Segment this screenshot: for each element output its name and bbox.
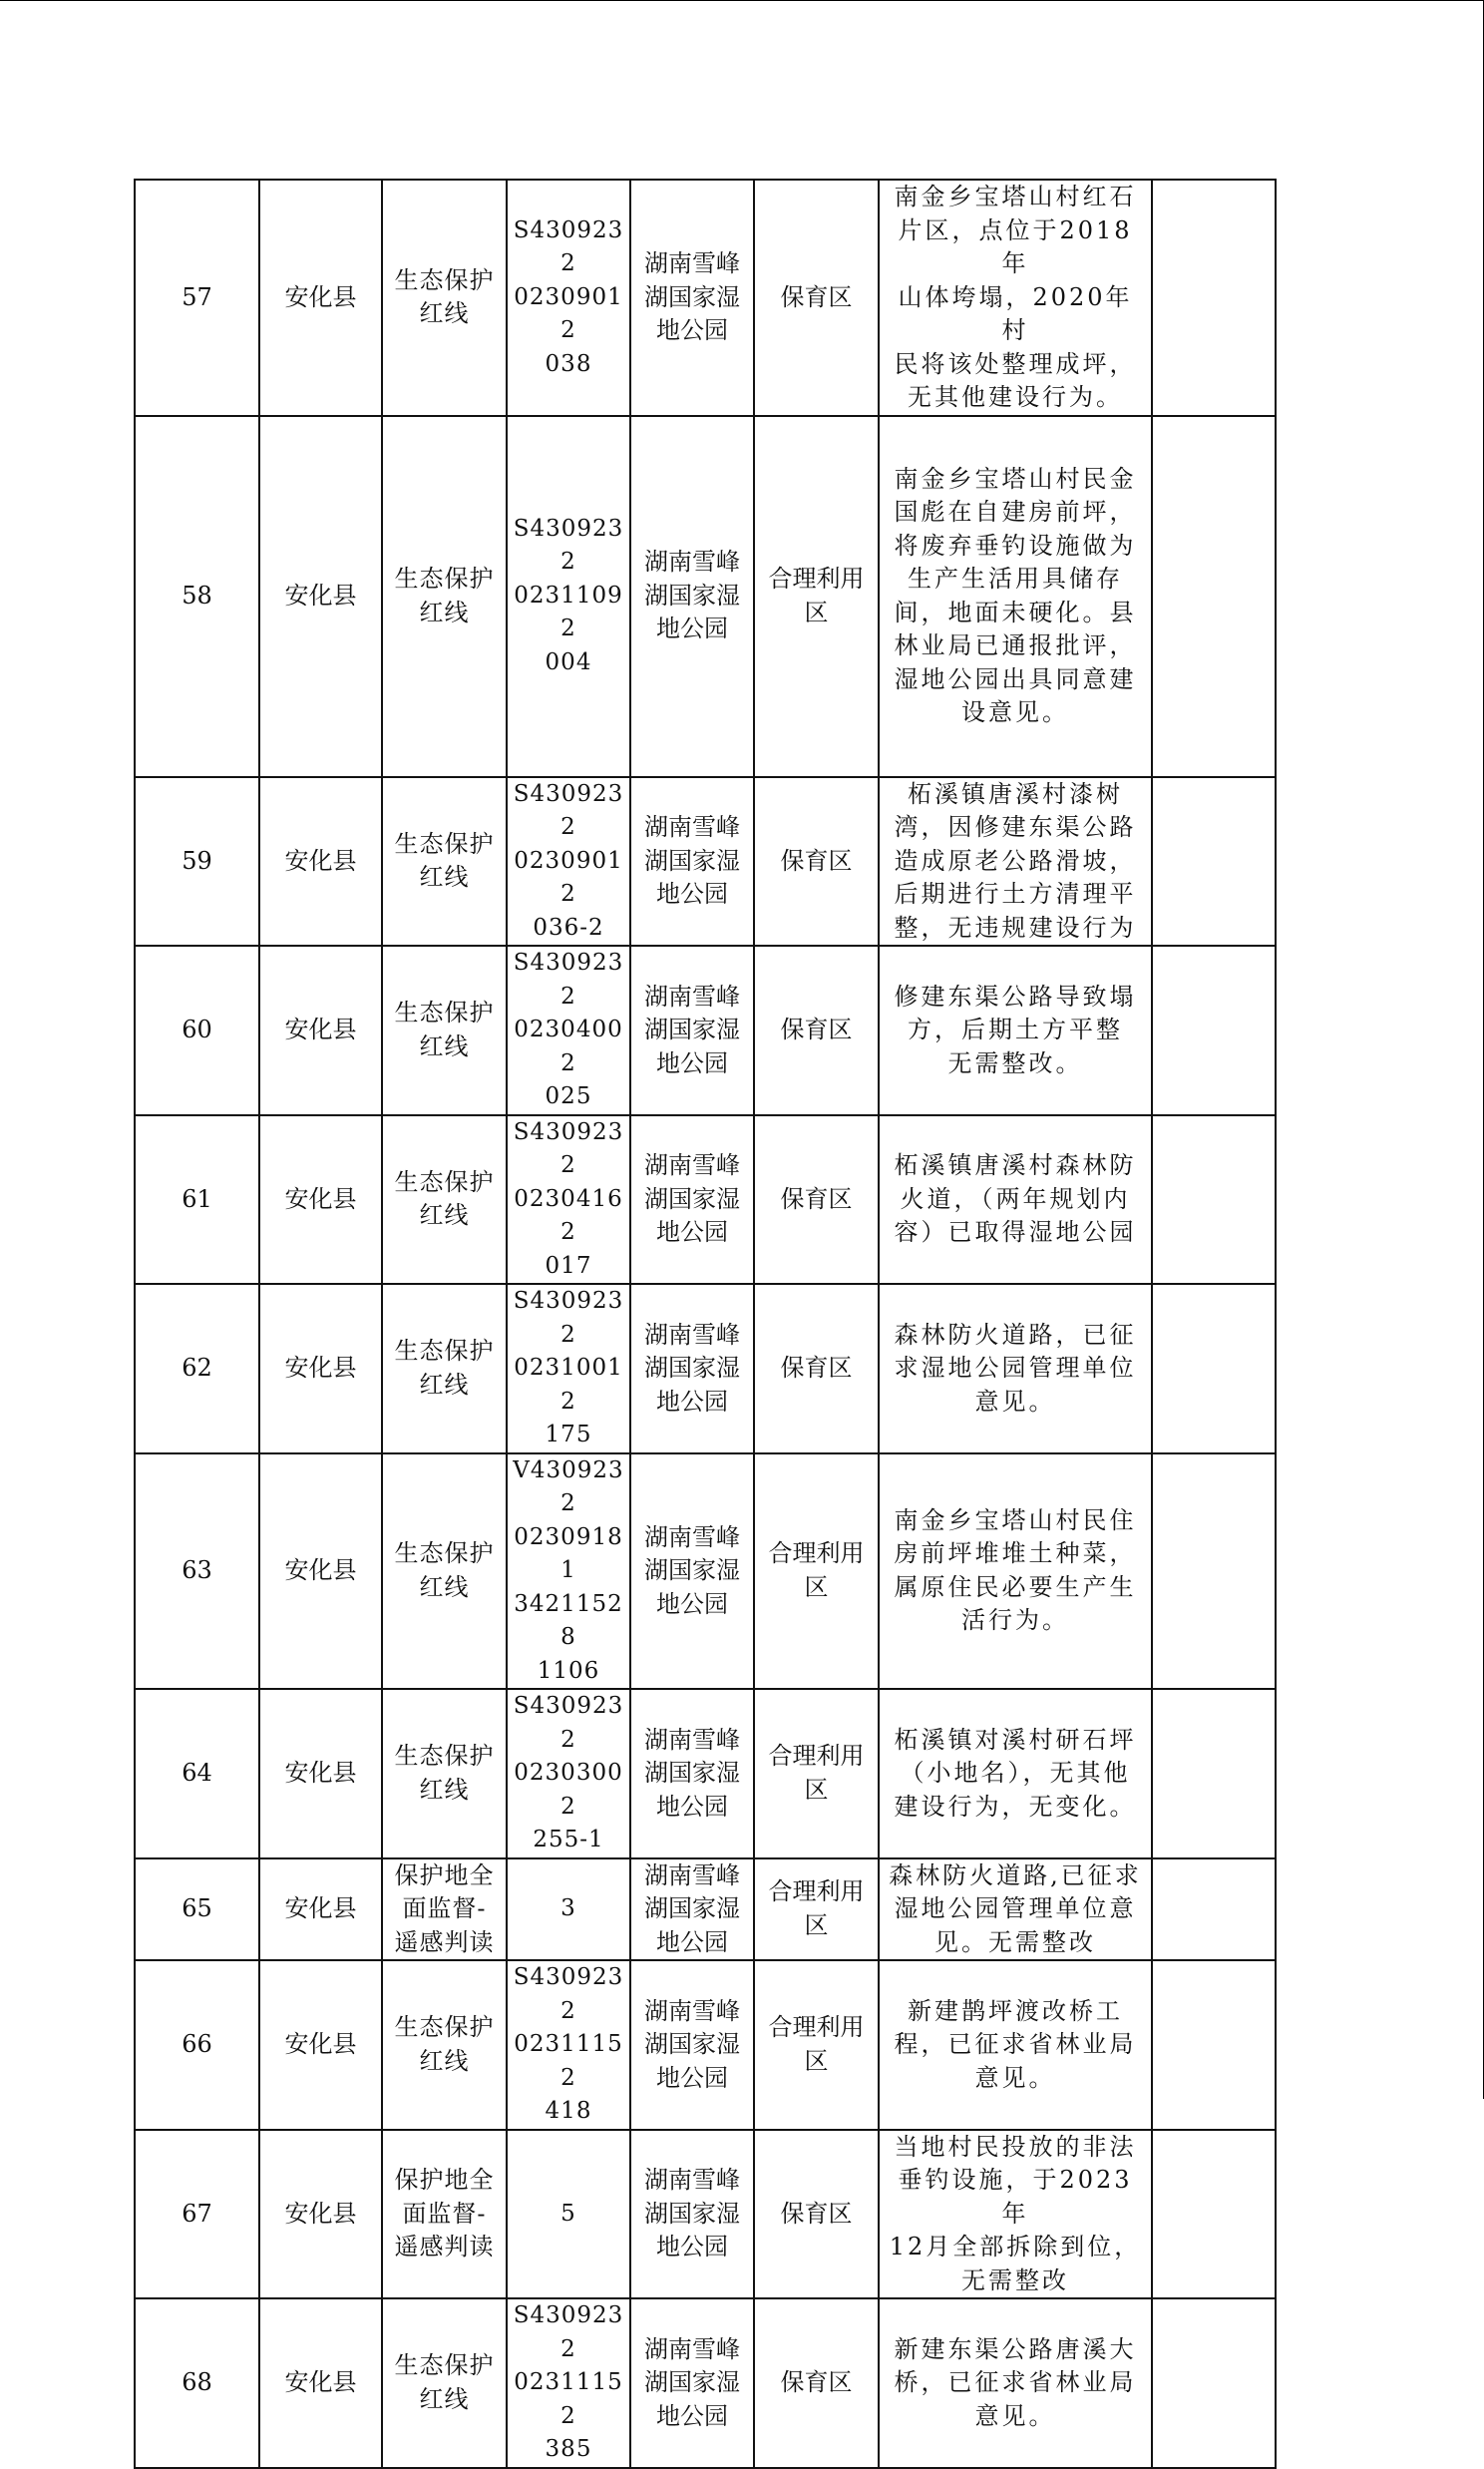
- row-number-cell: 66: [135, 1960, 259, 2130]
- remarks-cell: [1152, 2130, 1276, 2299]
- description-cell: 新建东渠公路唐溪大 桥，已征求省林业局 意见。: [879, 2298, 1152, 2468]
- spot-code-cell: 3: [507, 1858, 630, 1961]
- protected-area-cell: 湖南雪峰 湖国家湿 地公园: [630, 1960, 754, 2130]
- spot-code-cell: S4309232 02309012 038: [507, 180, 630, 416]
- spot-code-cell: S4309232 02311092 004: [507, 416, 630, 777]
- functional-zone-cell: 保育区: [754, 180, 879, 416]
- issue-type-cell: 生态保护 红线: [382, 2298, 507, 2468]
- row-number-cell: 57: [135, 180, 259, 416]
- description-cell: 柘溪镇唐溪村漆树 湾，因修建东渠公路 造成原老公路滑坡， 后期进行土方清理平 整，无违规建设行为: [879, 777, 1152, 947]
- functional-zone-cell: 合理利用区: [754, 416, 879, 777]
- issue-type-cell: 生态保护 红线: [382, 1115, 507, 1285]
- remarks-cell: [1152, 2298, 1276, 2468]
- row-number-cell: 68: [135, 2298, 259, 2468]
- spot-code-cell: S4309232 02309012 036-2: [507, 777, 630, 947]
- issue-type-cell: 生态保护 红线: [382, 1453, 507, 1690]
- remarks-cell: [1152, 1115, 1276, 1285]
- functional-zone-cell: 合理利用区: [754, 1453, 879, 1690]
- county-cell: 安化县: [259, 1284, 382, 1453]
- county-cell: 安化县: [259, 946, 382, 1115]
- protected-area-cell: 湖南雪峰 湖国家湿 地公园: [630, 1115, 754, 1285]
- table-row: [135, 2130, 1276, 2299]
- county-cell: 安化县: [259, 1115, 382, 1285]
- remarks-cell: [1152, 1858, 1276, 1961]
- row-number-cell: 60: [135, 946, 259, 1115]
- table-row: [135, 180, 1276, 416]
- spot-code-cell: S4309232 02304002 025: [507, 946, 630, 1115]
- functional-zone-cell: 保育区: [754, 2130, 879, 2299]
- table-row: [135, 777, 1276, 947]
- table-row: [135, 2298, 1276, 2468]
- table-row: [135, 1453, 1276, 1690]
- county-cell: 安化县: [259, 1960, 382, 2130]
- remarks-cell: [1152, 1284, 1276, 1453]
- row-number-cell: 63: [135, 1453, 259, 1690]
- description-cell: 新建鹊坪渡改桥工 程，已征求省林业局 意见。: [879, 1960, 1152, 2130]
- table-row: [135, 946, 1276, 1115]
- county-cell: 安化县: [259, 2130, 382, 2299]
- issue-type-cell: 生态保护 红线: [382, 416, 507, 777]
- table-row: [135, 1858, 1276, 1961]
- table-row: [135, 1284, 1276, 1453]
- county-cell: 安化县: [259, 180, 382, 416]
- row-number-cell: 61: [135, 1115, 259, 1285]
- issue-type-cell: 生态保护 红线: [382, 180, 507, 416]
- spot-code-cell: V4309232 02309181 34211528 1106: [507, 1453, 630, 1690]
- protected-area-cell: 湖南雪峰 湖国家湿 地公园: [630, 777, 754, 947]
- functional-zone-cell: 合理利用区: [754, 1689, 879, 1858]
- row-number-cell: 59: [135, 777, 259, 947]
- table-row: [135, 416, 1276, 777]
- spot-code-cell: S4309232 02310012 175: [507, 1284, 630, 1453]
- spot-code-cell: S4309232 02311152 385: [507, 2298, 630, 2468]
- issue-type-cell: 生态保护 红线: [382, 1284, 507, 1453]
- functional-zone-cell: 保育区: [754, 1115, 879, 1285]
- county-cell: 安化县: [259, 2298, 382, 2468]
- protected-area-cell: 湖南雪峰 湖国家湿 地公园: [630, 180, 754, 416]
- protected-area-cell: 湖南雪峰 湖国家湿 地公园: [630, 946, 754, 1115]
- protected-area-cell: 湖南雪峰 湖国家湿 地公园: [630, 416, 754, 777]
- issue-type-cell: 保护地全 面监督- 遥感判读: [382, 1858, 507, 1961]
- remarks-cell: [1152, 180, 1276, 416]
- protected-area-cell: 湖南雪峰 湖国家湿 地公园: [630, 2298, 754, 2468]
- inspection-table: [134, 179, 1277, 2469]
- spot-code-cell: S4309232 02304162 017: [507, 1115, 630, 1285]
- issue-type-cell: 生态保护 红线: [382, 1960, 507, 2130]
- protected-area-cell: 湖南雪峰 湖国家湿 地公园: [630, 1689, 754, 1858]
- remarks-cell: [1152, 946, 1276, 1115]
- spot-code-cell: S4309232 02303002 255-1: [507, 1689, 630, 1858]
- description-cell: 修建东渠公路导致塌 方，后期土方平整 无需整改。: [879, 946, 1152, 1115]
- functional-zone-cell: 保育区: [754, 946, 879, 1115]
- protected-area-cell: 湖南雪峰 湖国家湿 地公园: [630, 2130, 754, 2299]
- row-number-cell: 67: [135, 2130, 259, 2299]
- row-number-cell: 58: [135, 416, 259, 777]
- protected-area-cell: 湖南雪峰 湖国家湿 地公园: [630, 1284, 754, 1453]
- spot-code-cell: 5: [507, 2130, 630, 2299]
- row-number-cell: 62: [135, 1284, 259, 1453]
- description-cell: 南金乡宝塔山村红石 片区，点位于2018年 山体垮塌，2020年村 民将该处整理成坪， 无其他建设行为。: [879, 180, 1152, 416]
- table-row: [135, 1689, 1276, 1858]
- county-cell: 安化县: [259, 1858, 382, 1961]
- functional-zone-cell: 保育区: [754, 777, 879, 947]
- spot-code-cell: S4309232 02311152 418: [507, 1960, 630, 2130]
- row-number-cell: 64: [135, 1689, 259, 1858]
- description-cell: 柘溪镇唐溪村森林防 火道，（两年规划内 容）已取得湿地公园: [879, 1115, 1152, 1285]
- county-cell: 安化县: [259, 777, 382, 947]
- description-cell: 南金乡宝塔山村民金 国彪在自建房前坪， 将废弃垂钓设施做为 生产生活用具储存 间，地面未硬化。县 林业局已通报批评， 湿地公园出具同意建 设意见。: [879, 416, 1152, 777]
- remarks-cell: [1152, 416, 1276, 777]
- county-cell: 安化县: [259, 1689, 382, 1858]
- functional-zone-cell: 保育区: [754, 2298, 879, 2468]
- remarks-cell: [1152, 1960, 1276, 2130]
- county-cell: 安化县: [259, 416, 382, 777]
- issue-type-cell: 生态保护 红线: [382, 946, 507, 1115]
- functional-zone-cell: 合理利用区: [754, 1858, 879, 1961]
- issue-type-cell: 生态保护 红线: [382, 1689, 507, 1858]
- county-cell: 安化县: [259, 1453, 382, 1690]
- table-row: [135, 1960, 1276, 2130]
- protected-area-cell: 湖南雪峰 湖国家湿 地公园: [630, 1453, 754, 1690]
- protected-area-cell: 湖南雪峰 湖国家湿 地公园: [630, 1858, 754, 1961]
- remarks-cell: [1152, 1689, 1276, 1858]
- functional-zone-cell: 合理利用区: [754, 1960, 879, 2130]
- description-cell: 柘溪镇对溪村研石坪 （小地名），无其他 建设行为，无变化。: [879, 1689, 1152, 1858]
- functional-zone-cell: 保育区: [754, 1284, 879, 1453]
- description-cell: 当地村民投放的非法 垂钓设施，于2023年 12月全部拆除到位， 无需整改: [879, 2130, 1152, 2299]
- remarks-cell: [1152, 777, 1276, 947]
- description-cell: 南金乡宝塔山村民住 房前坪堆堆土种菜， 属原住民必要生产生 活行为。: [879, 1453, 1152, 1690]
- description-cell: 森林防火道路，已征 求湿地公园管理单位 意见。: [879, 1284, 1152, 1453]
- row-number-cell: 65: [135, 1858, 259, 1961]
- issue-type-cell: 生态保护 红线: [382, 777, 507, 947]
- remarks-cell: [1152, 1453, 1276, 1690]
- table-row: [135, 1115, 1276, 1285]
- issue-type-cell: 保护地全 面监督- 遥感判读: [382, 2130, 507, 2299]
- description-cell: 森林防火道路,已征求 湿地公园管理单位意 见。无需整改: [879, 1858, 1152, 1961]
